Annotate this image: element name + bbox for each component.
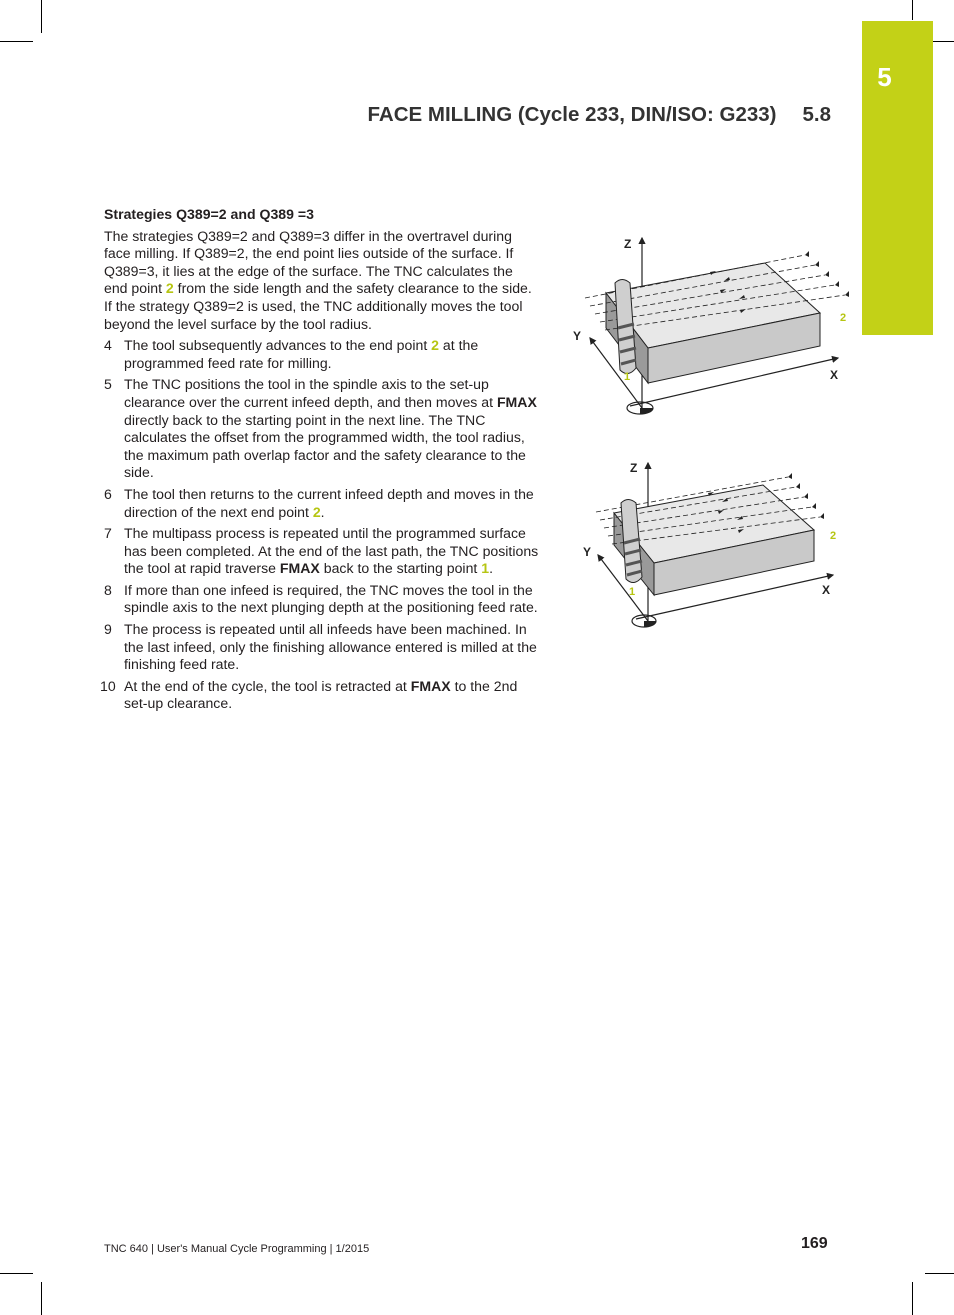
x-axis-label: X <box>830 368 839 382</box>
crop-mark <box>912 1282 913 1315</box>
crop-mark <box>912 0 913 20</box>
y-axis-label: Y <box>583 545 592 559</box>
point-1-label: 1 <box>624 371 631 383</box>
point-2-label: 2 <box>830 530 837 542</box>
crop-mark <box>0 41 33 42</box>
crop-mark <box>41 1282 42 1315</box>
list-item: 10 At the end of the cycle, the tool is retracted at FMAX to the 2nd set-up clearance. <box>100 677 518 712</box>
footer-text: TNC 640 | User's Manual Cycle Programming | 1/2015 <box>104 1243 370 1255</box>
list-item: 8 If more than one infeed is required, the TNC moves the tool in the spindle axis to the next plunging depth at the positioning feed rate. <box>104 581 538 616</box>
point-2-ref: 2 <box>165 280 174 297</box>
list-item: 7 The multipass process is repeated until the programmed surface has been completed. At the end of the last path, the TNC positions the tool at rapid traverse FMAX back to the starting point 1. <box>104 525 539 577</box>
header-section: 5.8 <box>802 103 831 126</box>
face-milling-figure-overtravel <box>570 228 860 423</box>
page-number: 169 <box>801 1235 828 1252</box>
list-item: 9 The process is repeated until all infeeds have been machined. In the last infeed, only the finishing allowance entered is milled at the finishing feed rate. <box>104 621 537 673</box>
body-text <box>100 206 540 717</box>
z-axis-label: Z <box>630 461 638 475</box>
crop-mark <box>933 41 954 42</box>
crop-mark <box>41 0 42 33</box>
subtitle: Strategies Q389=2 and Q389 =3 <box>104 206 314 222</box>
crop-mark <box>0 1273 33 1274</box>
z-axis-label: Z <box>624 237 632 251</box>
face-milling-figure-edge <box>578 455 848 635</box>
list-item: 4 The tool subsequently advances to the end point 2 at the programmed feed rate for milling. <box>104 337 479 371</box>
y-axis-label: Y <box>573 329 582 343</box>
list-item: 6 The tool then returns to the current infeed depth and moves in the direction of the next end point 2. <box>104 485 534 520</box>
crop-mark <box>925 1273 954 1274</box>
chapter-number: 5 <box>877 62 892 92</box>
page-header <box>368 103 831 127</box>
intro-paragraph: The strategies Q389=2 and Q389=3 differ in the overtravel during face milling. If Q389=2, the end point lies outside of the surface. If Q389=3, it lies at the edge of the surface. The TNC calculates the end point 2 from the side length and the safety clearance to the side. If the strategy Q389=2 is used, the TNC additionally moves the tool beyond the level surface by the tool radius. <box>104 227 532 332</box>
header-title: FACE MILLING (Cycle 233, DIN/ISO: G233) <box>367 103 777 126</box>
point-2-label: 2 <box>840 312 847 324</box>
list-item: 5 The TNC positions the tool in the spindle axis to the set-up clearance over the current infeed depth, and then moves at FMAX directly back to the starting point in the next line. The TNC calculates the offset from the programmed width, the tool radius, the maximum path overlap factor and the safety clearance to the side. <box>104 376 537 481</box>
x-axis-label: X <box>822 583 831 597</box>
point-1-label: 1 <box>629 586 636 598</box>
